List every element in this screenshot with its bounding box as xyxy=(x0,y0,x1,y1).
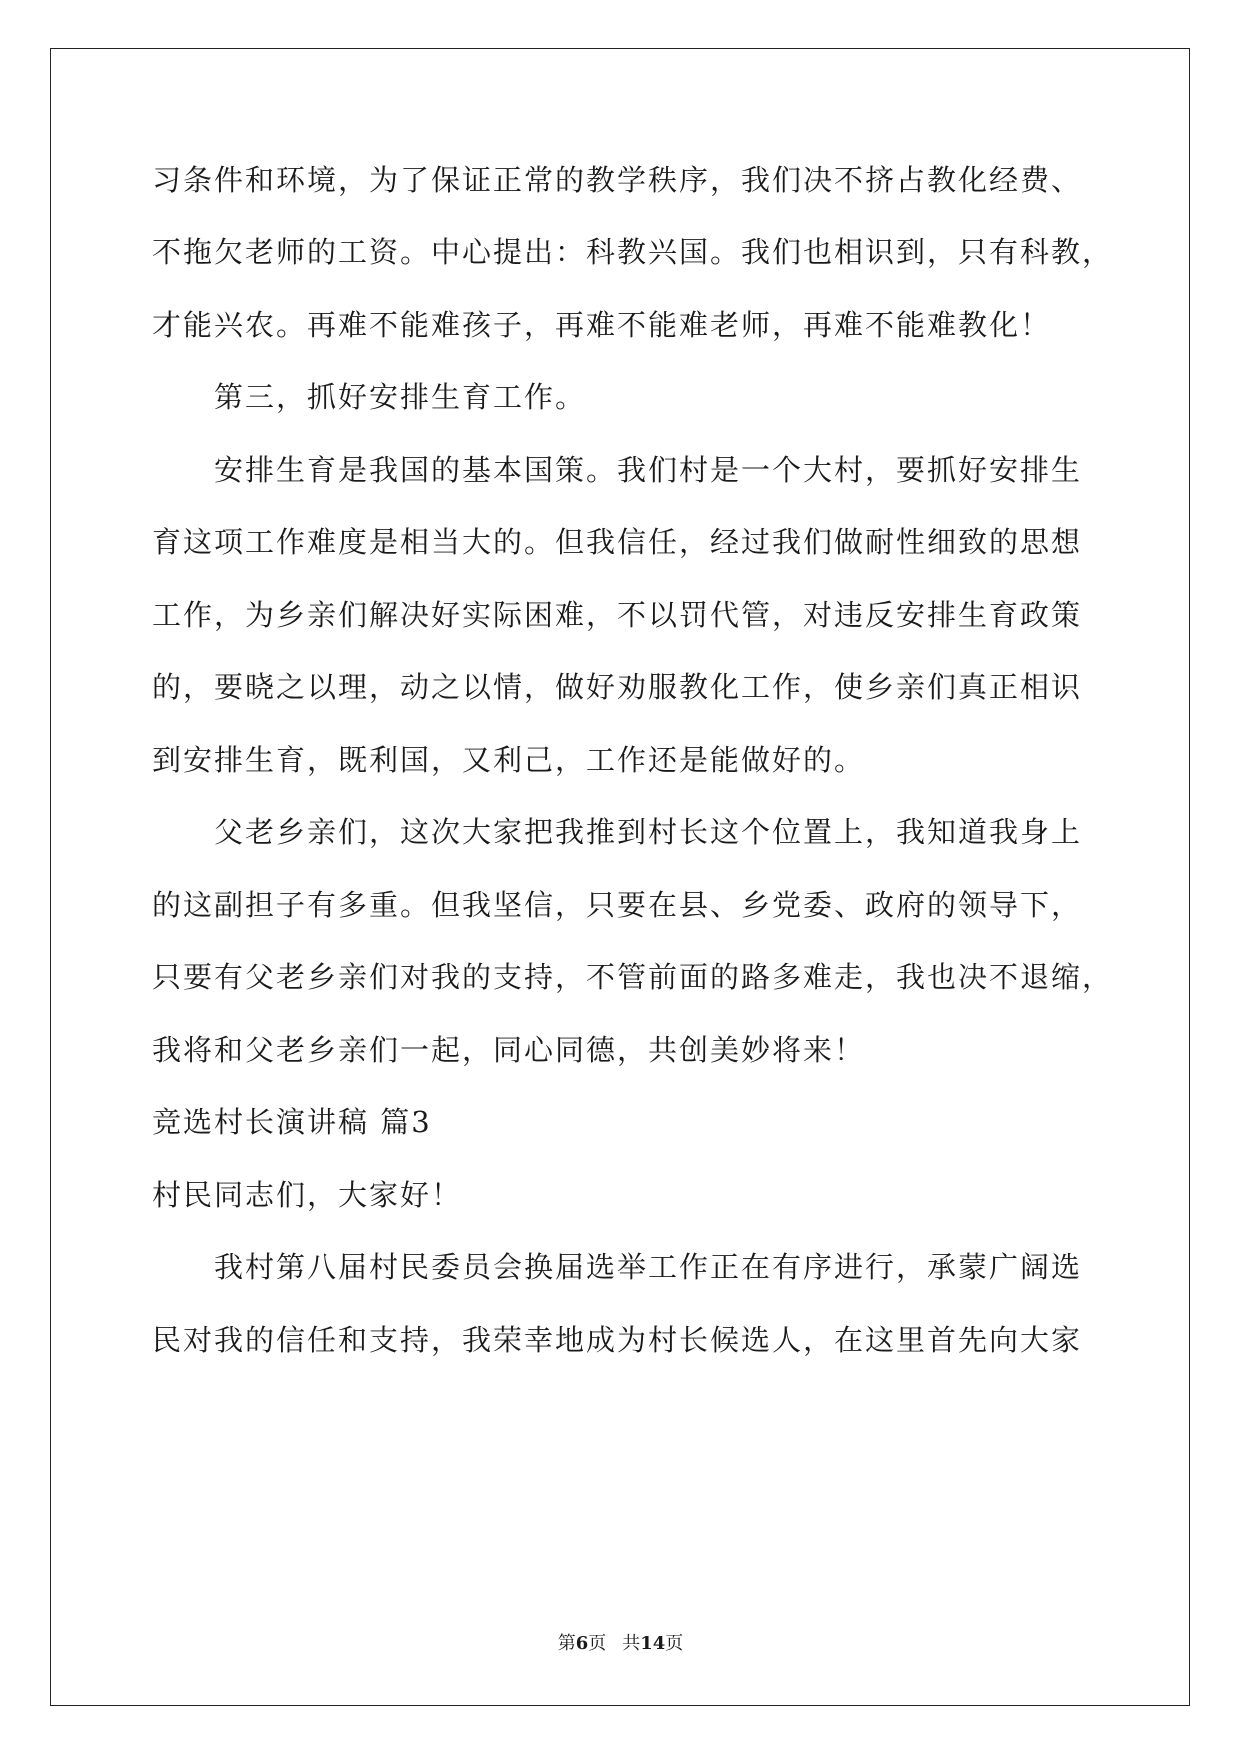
article-title: 竞选村长演讲稿 篇3 xyxy=(152,1105,432,1139)
body-line: 育这项工作难度是相当大的。但我信任，经过我们做耐性细致的思想 xyxy=(152,525,1083,559)
total-pages-number: 14 xyxy=(640,1633,666,1654)
page-border xyxy=(50,48,1190,1706)
current-page-number: 6 xyxy=(575,1633,589,1654)
total-prefix: 共 xyxy=(622,1633,641,1654)
body-line: 到安排生育，既利国，又利己，工作还是能做好的。 xyxy=(152,743,866,777)
body-line: 安排生育是我国的基本国策。我们村是一个大村，要抓好安排生 xyxy=(214,453,1083,487)
section-heading: 第三，抓好安排生育工作。 xyxy=(214,380,587,414)
body-line: 不拖欠老师的工资。中心提出：科教兴国。我们也相识到，只有科教， xyxy=(152,235,1114,269)
body-line: 才能兴农。再难不能难孩子，再难不能难老师，再难不能难教化！ xyxy=(152,308,1052,342)
body-line: 我村第八届村民委员会换届选举工作正在有序进行，承蒙广阔选 xyxy=(214,1250,1083,1284)
greeting-line: 村民同志们，大家好！ xyxy=(152,1178,463,1212)
body-line: 民对我的信任和支持，我荣幸地成为村长候选人，在这里首先向大家 xyxy=(152,1323,1083,1357)
body-line: 我将和父老乡亲们一起，同心同德，共创美妙将来！ xyxy=(152,1033,866,1067)
body-line: 工作，为乡亲们解决好实际困难，不以罚代管，对违反安排生育政策 xyxy=(152,598,1083,632)
body-line: 习条件和环境，为了保证正常的教学秩序，我们决不挤占教化经费、 xyxy=(152,163,1083,197)
body-line: 父老乡亲们，这次大家把我推到村长这个位置上，我知道我身上 xyxy=(214,815,1083,849)
body-line: 的，要晓之以理，动之以情，做好劝服教化工作，使乡亲们真正相识 xyxy=(152,670,1083,704)
page-suffix: 页 xyxy=(588,1633,607,1654)
body-line: 只要有父老乡亲们对我的支持，不管前面的路多难走，我也决不退缩， xyxy=(152,960,1114,994)
page-prefix: 第 xyxy=(557,1633,576,1654)
page-footer xyxy=(0,1632,1241,1656)
total-suffix: 页 xyxy=(665,1633,684,1654)
body-line: 的这副担子有多重。但我坚信，只要在县、乡党委、政府的领导下， xyxy=(152,888,1083,922)
